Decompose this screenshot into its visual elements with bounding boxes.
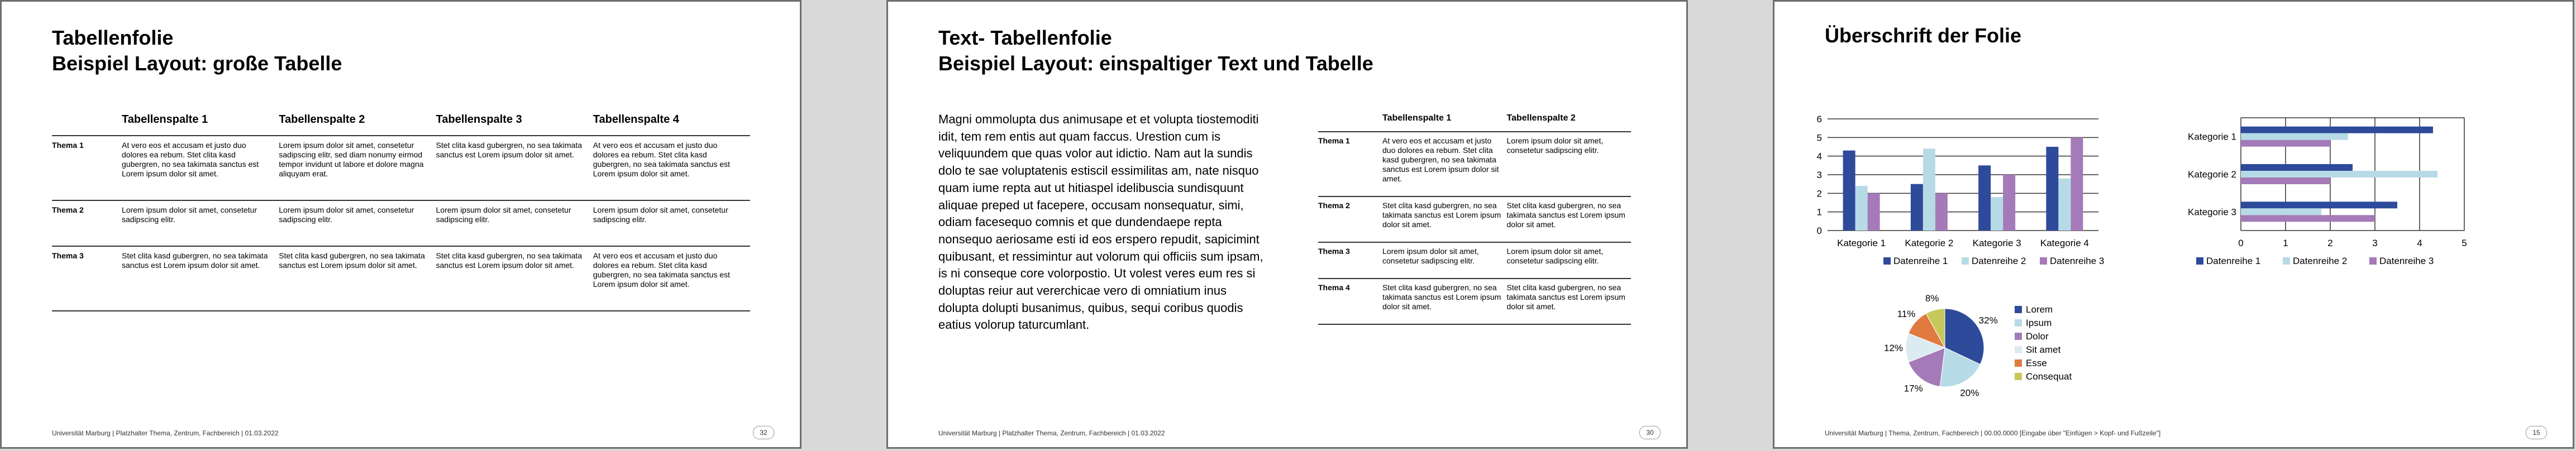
slide-charts[interactable] bbox=[1773, 0, 2574, 449]
column-chart bbox=[1774, 102, 2110, 270]
column-header: Tabellenspalte 2 bbox=[1506, 113, 1576, 123]
bar bbox=[2058, 179, 2071, 231]
header-blank bbox=[1318, 113, 1382, 132]
legend-label: Datenreihe 1 bbox=[1893, 256, 1948, 266]
bar bbox=[1923, 148, 1935, 231]
slide-text-table[interactable] bbox=[886, 0, 1688, 449]
x-tick-label: 0 bbox=[2238, 238, 2244, 248]
table-cell: Lorem ipsum dolor sit amet, consetetur sadipscing elitr. bbox=[122, 200, 279, 246]
page-number-badge: 32 bbox=[753, 426, 774, 439]
bar bbox=[2003, 175, 2015, 231]
bar bbox=[2046, 147, 2058, 231]
x-tick-label: 4 bbox=[2417, 238, 2422, 248]
x-tick-label: Kategorie 4 bbox=[2040, 238, 2089, 248]
y-tick-label: Kategorie 2 bbox=[2188, 169, 2236, 180]
legend-swatch bbox=[2196, 257, 2203, 265]
table-cell: Lorem ipsum dolor sit amet, consetetur sadipscing elitr. bbox=[1507, 242, 1632, 279]
slide-footer: Universität Marburg | Thema, Zentrum, Fachbereich | 00.00.0000 [Eingabe über "Einfügen > Kopf- und Fußzeile"] bbox=[1825, 429, 2161, 437]
legend-label: Datenreihe 2 bbox=[1972, 256, 2026, 266]
table-cell: Stet clita kasd gubergren, no sea takimata sanctus est Lorem ipsum dolor sit amet. bbox=[436, 136, 593, 200]
title-line-2: Beispiel Layout: einspaltiger Text und Tabelle bbox=[938, 52, 1373, 75]
row-header: Thema 2 bbox=[52, 200, 122, 246]
table-cell: At vero eos et accusam et justo duo dolores ea rebum. Stet clita kasd gubergren, no sea takimata sanctus est Lorem ipsum dolor sit amet. bbox=[122, 136, 279, 200]
column-header: Tabellenspalte 1 bbox=[1382, 113, 1452, 123]
table-cell: At vero eos et accusam et justo duo dolores ea rebum. Stet clita kasd gubergren, no sea takimata sanctus est Lorem ipsum dolor sit amet. bbox=[593, 136, 750, 200]
legend-swatch bbox=[2015, 373, 2022, 380]
row-header: Thema 1 bbox=[1318, 132, 1382, 196]
legend-label: Lorem bbox=[2026, 304, 2053, 315]
legend-label: Datenreihe 1 bbox=[2206, 256, 2261, 266]
title-line-1: Text- Tabellenfolie bbox=[938, 26, 1112, 49]
table-cell: Stet clita kasd gubergren, no sea takimata sanctus est Lorem ipsum dolor sit amet. bbox=[1507, 279, 1632, 324]
table-header-row bbox=[1318, 113, 1631, 132]
slide-title bbox=[1825, 23, 2021, 49]
bar bbox=[1843, 151, 1855, 231]
x-tick-label: Kategorie 3 bbox=[1972, 238, 2021, 248]
x-tick-label: 3 bbox=[2372, 238, 2378, 248]
bar bbox=[1978, 165, 1991, 231]
legend-swatch bbox=[1962, 257, 1969, 265]
table-cell: Lorem ipsum dolor sit amet, consetetur sadipscing elitr. bbox=[436, 200, 593, 246]
table-cell: Lorem ipsum dolor sit amet, consetetur sadipscing elitr. bbox=[593, 200, 750, 246]
legend-swatch bbox=[2283, 257, 2290, 265]
legend-swatch bbox=[2015, 333, 2022, 340]
x-tick-label: 2 bbox=[2327, 238, 2333, 248]
y-tick-label: 3 bbox=[1816, 170, 1822, 180]
y-tick-label: Kategorie 1 bbox=[2188, 131, 2236, 142]
title-line-1: Überschrift der Folie bbox=[1825, 24, 2022, 47]
bar bbox=[1991, 197, 2003, 231]
table-cell: Lorem ipsum dolor sit amet, consetetur sadipscing elitr. bbox=[1382, 242, 1507, 279]
legend-label: Consequat bbox=[2026, 371, 2072, 382]
legend-label: Datenreihe 3 bbox=[2379, 256, 2434, 266]
legend-swatch bbox=[2015, 359, 2022, 367]
large-table bbox=[52, 113, 750, 311]
pie-data-label: 8% bbox=[1925, 292, 1939, 304]
x-tick-label: Kategorie 1 bbox=[1837, 238, 1886, 248]
slide-table-large[interactable] bbox=[0, 0, 802, 449]
table-cell: Stet clita kasd gubergren, no sea takimata sanctus est Lorem ipsum dolor sit amet. bbox=[1382, 196, 1507, 242]
legend-swatch bbox=[2040, 257, 2047, 265]
table-row bbox=[1318, 242, 1631, 279]
bar bbox=[1855, 186, 1868, 231]
legend-swatch bbox=[1883, 257, 1891, 265]
bar bbox=[2241, 171, 2437, 177]
title-line-1: Tabellenfolie bbox=[52, 26, 174, 49]
table-cell: Lorem ipsum dolor sit amet, consetetur sadipscing elitr. bbox=[279, 200, 436, 246]
row-header: Thema 2 bbox=[1318, 196, 1382, 242]
header-blank bbox=[52, 113, 122, 136]
table-row bbox=[1318, 132, 1631, 196]
bar bbox=[2241, 133, 2348, 140]
column-header: Tabellenspalte 4 bbox=[593, 113, 679, 126]
row-header: Thema 4 bbox=[1318, 279, 1382, 324]
x-tick-label: 5 bbox=[2461, 238, 2467, 248]
y-tick-label: 6 bbox=[1816, 114, 1822, 124]
legend-label: Datenreihe 3 bbox=[2050, 256, 2105, 266]
table-cell: Stet clita kasd gubergren, no sea takimata sanctus est Lorem ipsum dolor sit amet. bbox=[1507, 196, 1632, 242]
legend-label: Dolor bbox=[2026, 331, 2049, 342]
bar bbox=[1868, 193, 1880, 231]
bar bbox=[2241, 164, 2353, 171]
y-tick-label: 0 bbox=[1816, 226, 1822, 236]
bar bbox=[2241, 127, 2433, 133]
bar bbox=[2241, 208, 2321, 215]
legend-label: Ipsum bbox=[2026, 318, 2052, 328]
y-tick-label: 2 bbox=[1816, 188, 1822, 199]
table-cell: Stet clita kasd gubergren, no sea takimata sanctus est Lorem ipsum dolor sit amet. bbox=[279, 246, 436, 311]
pie-data-label: 32% bbox=[1978, 315, 1998, 326]
page-number-badge: 15 bbox=[2526, 426, 2547, 439]
bar bbox=[1935, 193, 1948, 231]
pie-data-label: 12% bbox=[1883, 343, 1904, 353]
legend-swatch bbox=[2369, 257, 2377, 265]
column-header: Tabellenspalte 3 bbox=[436, 113, 522, 126]
pie-data-label: 20% bbox=[1960, 387, 1979, 399]
legend-label: Datenreihe 2 bbox=[2293, 256, 2348, 266]
table-row bbox=[1318, 279, 1631, 324]
table-row bbox=[1318, 196, 1631, 242]
x-tick-label: Kategorie 2 bbox=[1905, 238, 1954, 248]
table-cell: Stet clita kasd gubergren, no sea takimata sanctus est Lorem ipsum dolor sit amet. bbox=[436, 246, 593, 311]
table-row bbox=[52, 200, 750, 246]
bar bbox=[2071, 137, 2083, 231]
row-header: Thema 3 bbox=[52, 246, 122, 311]
bar bbox=[2241, 140, 2330, 147]
column-header: Tabellenspalte 2 bbox=[279, 113, 365, 126]
row-header: Thema 1 bbox=[52, 136, 122, 200]
row-header: Thema 3 bbox=[1318, 242, 1382, 279]
table-row bbox=[52, 136, 750, 200]
table-cell: At vero eos et accusam et justo duo dolores ea rebum. Stet clita kasd gubergren, no sea takimata sanctus est Lorem ipsum dolor sit amet. bbox=[593, 246, 750, 311]
bar bbox=[2241, 201, 2397, 208]
table-row bbox=[52, 246, 750, 311]
legend-swatch bbox=[2015, 346, 2022, 353]
column-header: Tabellenspalte 1 bbox=[122, 113, 208, 126]
table-cell: Lorem ipsum dolor sit amet, consetetur sadipscing elitr. bbox=[1507, 132, 1632, 196]
bar bbox=[2241, 177, 2330, 184]
slide-footer: Universität Marburg | Platzhalter Thema, Zentrum, Fachbereich | 01.03.2022 bbox=[938, 429, 1165, 437]
pie-data-label: 11% bbox=[1897, 309, 1916, 320]
table-cell: At vero eos et accusam et justo duo dolores ea rebum. Stet clita kasd gubergren, no sea takimata sanctus est Lorem ipsum dolor sit amet. bbox=[1382, 132, 1507, 196]
two-column-table bbox=[1318, 113, 1631, 325]
slide-title bbox=[938, 25, 1373, 76]
y-tick-label: 4 bbox=[1816, 151, 1822, 162]
table-cell: Stet clita kasd gubergren, no sea takimata sanctus est Lorem ipsum dolor sit amet. bbox=[122, 246, 279, 311]
legend-label: Esse bbox=[2026, 358, 2047, 368]
slide-title bbox=[52, 25, 342, 76]
y-tick-label: 5 bbox=[1816, 132, 1822, 143]
slide-footer: Universität Marburg | Platzhalter Thema, Zentrum, Fachbereich | 01.03.2022 bbox=[52, 429, 279, 437]
pie-chart bbox=[1869, 284, 2160, 412]
table-cell: Lorem ipsum dolor sit amet, consetetur sadipscing elitr, sed diam nonumy eirmod tempor invidunt ut labore et dolore magna aliquyam erat. bbox=[279, 136, 436, 200]
y-tick-label: 1 bbox=[1816, 207, 1822, 218]
page-number-badge: 30 bbox=[1639, 426, 1661, 439]
title-line-2: Beispiel Layout: große Tabelle bbox=[52, 52, 342, 75]
x-tick-label: 1 bbox=[2283, 238, 2288, 248]
table-header-row bbox=[52, 113, 750, 136]
bar bbox=[2241, 215, 2375, 222]
legend-label: Sit amet bbox=[2026, 344, 2061, 355]
body-text: Magni ommolupta dus animusape et et volupta tiostemoditi idit, tem rem entis aut quam faccus. Urestion cum is veliquundem que quas volor aut idictio. Nam aut la sundis dolo te sae voluptatenis estiscil essimilitas am, nate nisquo quam iume repta aut ut hitiaspel idelibuscia sundisquunt aliquae preped ut facepere, occusam nonsequatur, simi, odiam facesequo comnis et que dundendaepe repta nonsequo aeriosame esti id eos erspero repudit, sapicimint quibusant, et ressimintur aut volorum qui officiis sum ipsam, is ni conseque core volorpostio. Ut volest veres eum res si doluptas reiur aut vererchicae vero di omniatium inus dolupta dolupti busanimus, quibus, sequi coribus quodis eatius volorup taturcumlant. bbox=[938, 112, 1263, 332]
legend-swatch bbox=[2015, 306, 2022, 313]
pie-data-label: 17% bbox=[1904, 383, 1923, 394]
table-cell: Stet clita kasd gubergren, no sea takimata sanctus est Lorem ipsum dolor sit amet. bbox=[1382, 279, 1507, 324]
bar bbox=[1911, 184, 1923, 231]
horizontal-bar-chart bbox=[2132, 102, 2489, 270]
y-tick-label: Kategorie 3 bbox=[2188, 207, 2236, 218]
legend-swatch bbox=[2015, 319, 2022, 327]
